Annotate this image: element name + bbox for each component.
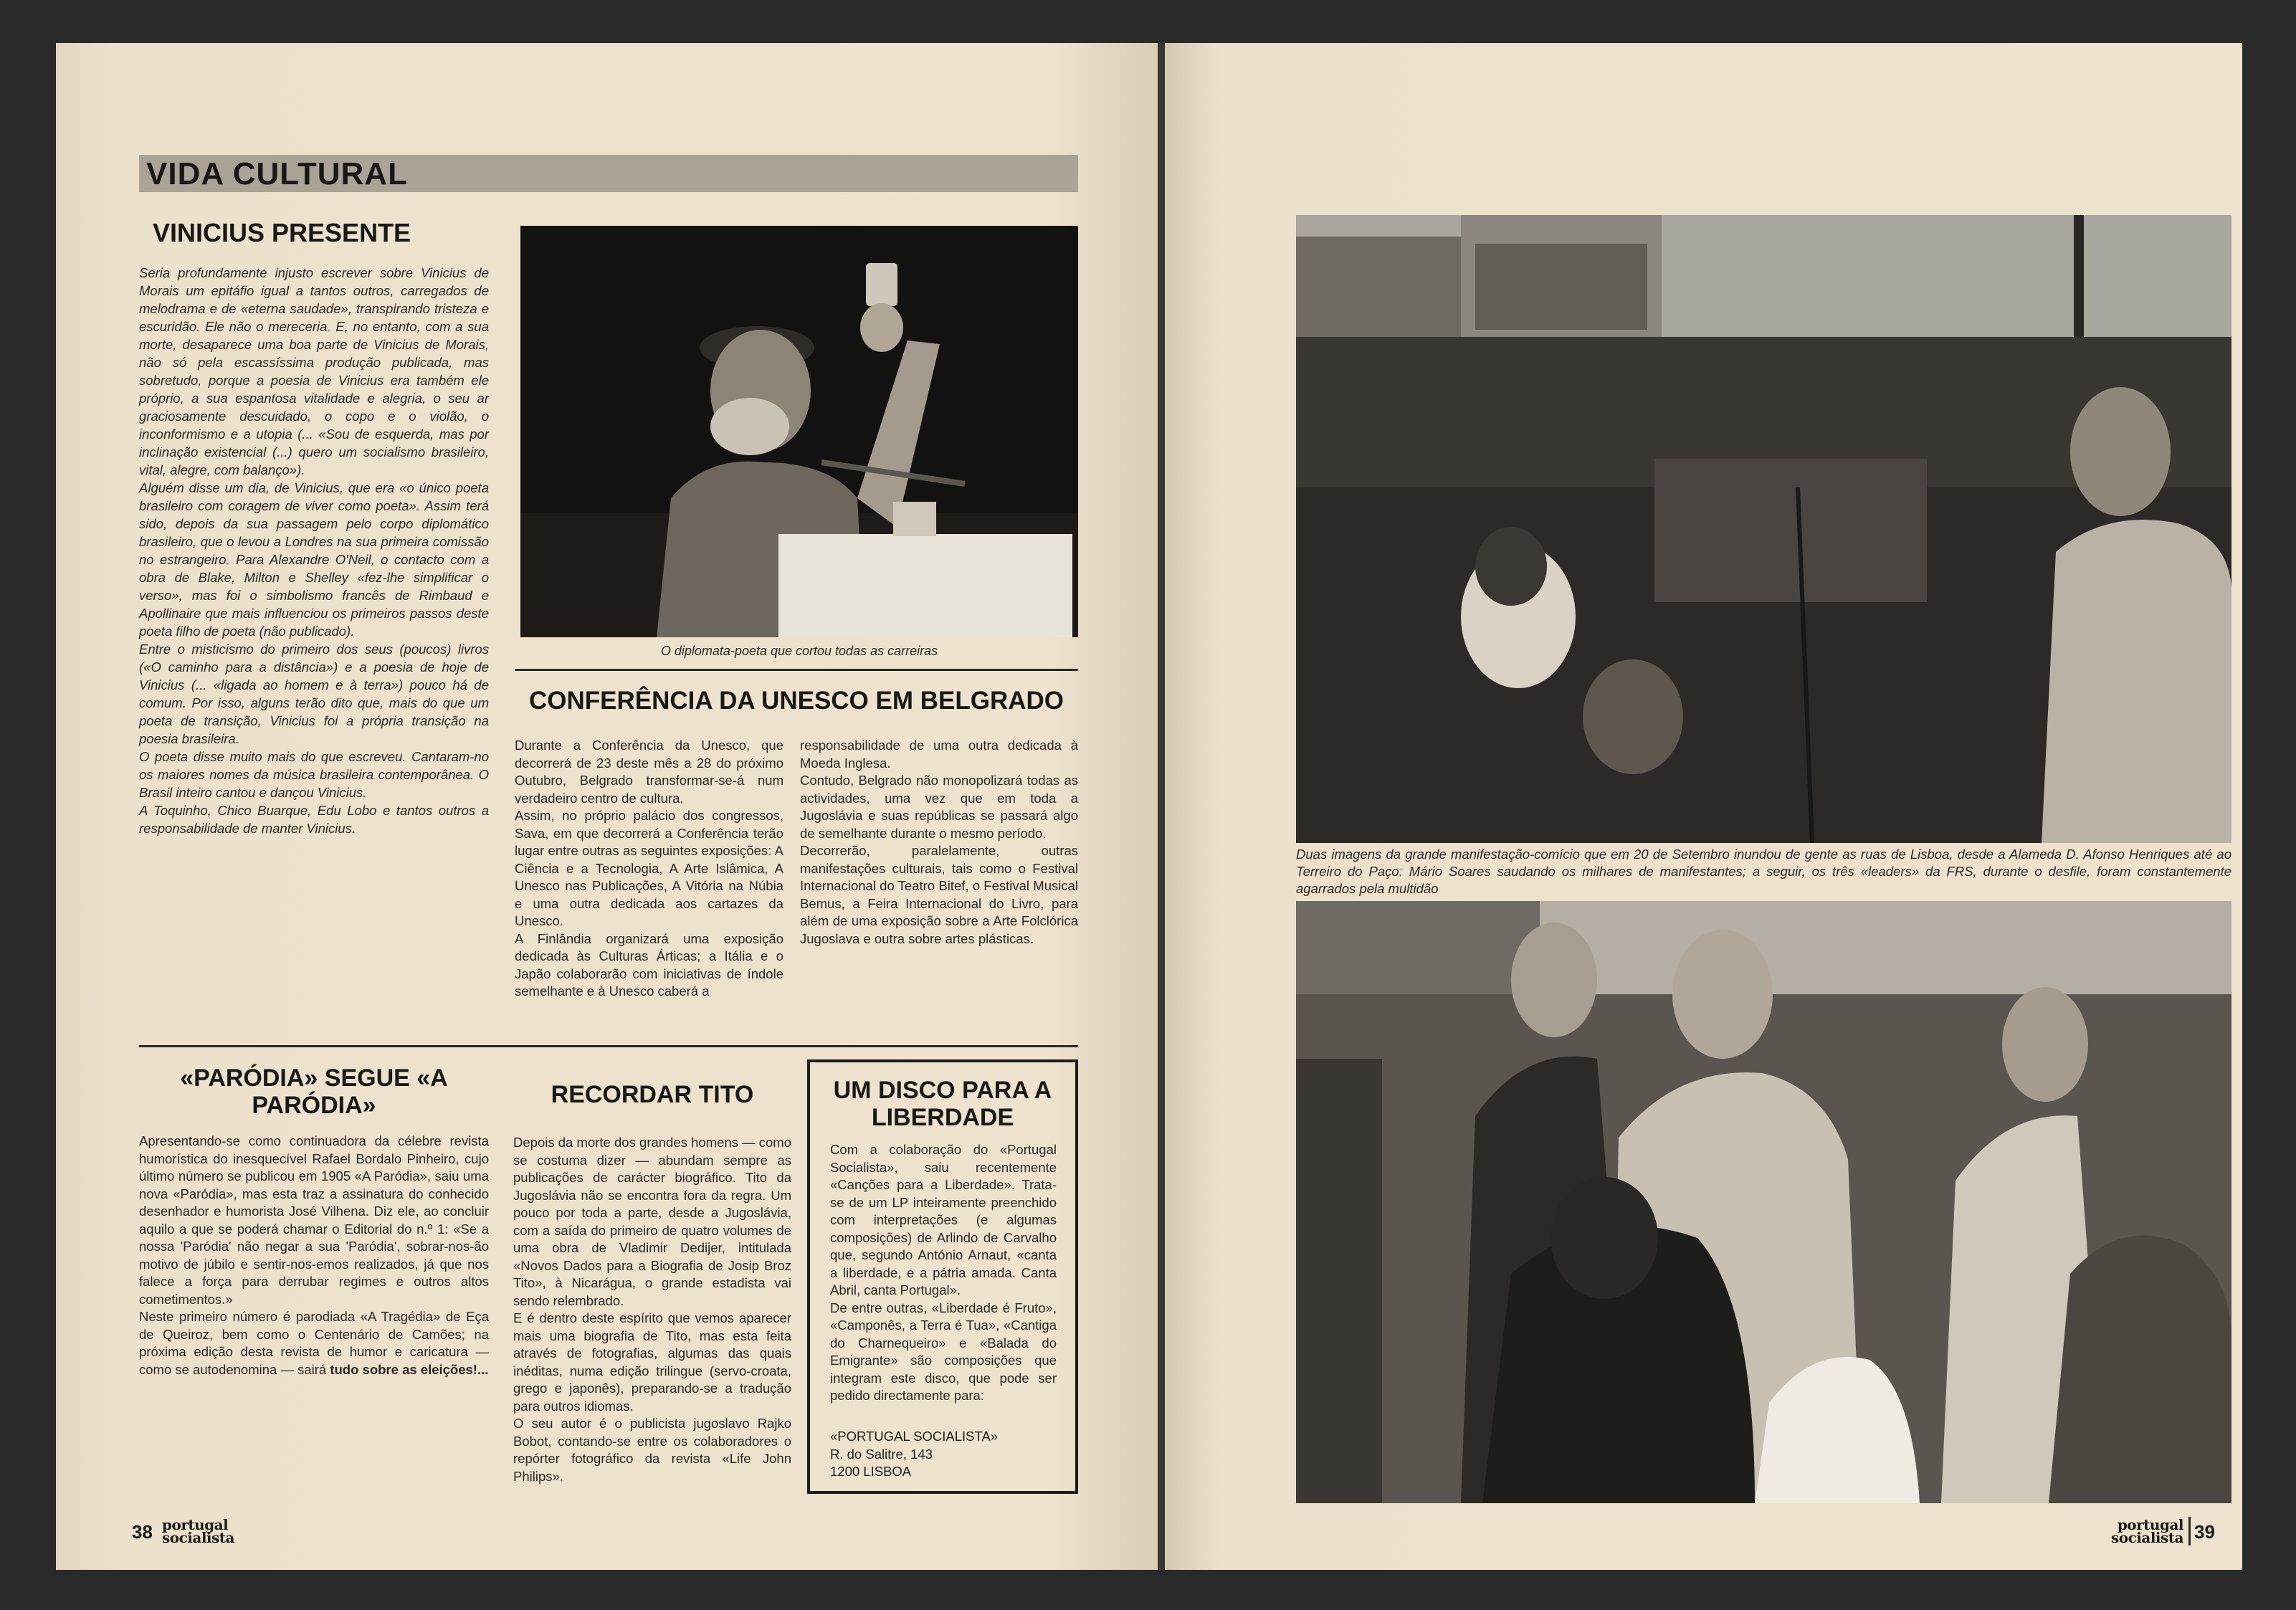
unesco-body-col2: responsabilidade de uma outra dedicada à Moeda Inglesa. Contudo, Belgrado não monopolizará todas as actividades, uma vez que em toda a Jugoslávia e suas repúblicas se passará algo de semelhante durante o mesmo período. Decorrerão, paralelamente, outras manifestações culturais, tais como o Festival Internacional do Teatro Bitef, o Festival Musical Bemus, a Feira Internacional do Livro, para além de uma exposição sobre a Arte Folclórica Jugoslava e outra sobre artes plásticas. xyxy=(800,738,1078,946)
section-title: VIDA CULTURAL xyxy=(146,156,408,191)
page-number-left: 38 xyxy=(132,1521,153,1543)
rally-photo xyxy=(1296,215,2231,843)
unesco-title: CONFERÊNCIA DA UNESCO EM BELGRADO xyxy=(528,687,1064,715)
frs-leaders-march-image xyxy=(1296,901,2231,1503)
parodia-body: Apresentando-se como continuadora da célebre revista humorística do inesquecível Rafael Bordalo Pinheiro, cujo último número se publicou em 1905 «A Paródia», saiu uma nova «Paródia», mas esta traz a assinatura do conhecido desenhador e humorista José Vilhena. Diz ele, ao concluir aquilo a que se poderá chamar o Editorial do n.º 1: «Se a nossa 'Paródia' não negar a sua 'Paródia', sobrar-nos-ão motivo de júbilo e sentir-nos-emos realizados, já que nos falece a força para derrubar regimes e outros altos cometimentos.» Neste primeiro número é parodiada «A Tragédia» de Eça de Queiroz, bem como o Centenário de Camões; na próxima edição desta revista de humor e caricatura — como se autodenomina — sairá xyxy=(139,1133,489,1377)
tito-title: RECORDAR TITO xyxy=(551,1081,754,1108)
parodia-bold-ending: tudo sobre as eleições!... xyxy=(330,1361,489,1377)
spread-gutter xyxy=(1158,43,1165,1570)
page-number-right: 39 xyxy=(2194,1521,2215,1543)
address-line: R. do Salitre, 143 xyxy=(830,1446,933,1462)
crowd-rally-image xyxy=(1296,215,2231,843)
unesco-top-rule xyxy=(515,669,1078,671)
lower-section-rule xyxy=(139,1045,1078,1047)
vinicius-body: Seria profundamente injusto escrever sobre Vinicius de Morais um epitáfio igual a tantos outros, carregados de melodrama e de «eterna saudade», transpirando tristeza e escuridão. Ele não o mereceria. E, no entanto, com a sua morte, desaparece uma boa parte de Vinicius de Morais, não só pela escassíssima produção publicada, mas sobretudo, porque a poesia de Vinicius era também ele próprio, a sua espantosa vitalidade e alegria, o seu ar graciosamente descuidado, o copo e o violão, o inconformismo e a utopia (... «Sou de esquerda, mas por inclinação existencial (...) quero um socialismo brasileiro, vital, alegre, com balanço»). Alguém disse um dia, de Vinicius, que era «o único poeta brasileiro com coragem de viver como poeta». Assim terá sido, depois da sua passagem pelo corpo diplomático brasileiro, que o levou a Londres na sua primeira comissão no estrangeiro. Para Alexandre O'Neil, o contacto com a obra de Blake, Milton e Shelley «fez-lhe simplificar o verso», mas foi o simbolismo francês de Rimbaud e Apollinaire que mais influenciou os primeiros passos deste poeta filho de poeta (não publicado). Entre o misticismo do primeiro dos seus (poucos) livros («O caminho para a distância») e a poesia de hoje de Vinicius (... «ligada ao homem e à terra») pouco há de comum. Por isso, alguns terão dito que, mais do que um poeta de transição, Vinicius foi a própria transição na poesia brasileira. O poeta disse muito mais do que escreveu. Cantaram-no os maiores nomes da música brasileira contemporânea. O Brasil inteiro cantou e dançou Vinicius. A Toquinho, Chico Buarque, Edu Lobo e tantos outros a responsabilidade de manter Vinicius. xyxy=(139,265,489,836)
right-page-caption: Duas imagens da grande manifestação-comício que em 20 de Setembro inundou de gente as ruas de Lisboa, desde a Alameda D. Afonso Henriques até ao Terreiro do Paço: Mário Soares saudando os milhares de manifestantes; a seguir, os três «leaders» da FRS, durante o desfile, foram constantemente agarrados pela multidão xyxy=(1296,847,2231,896)
disco-box xyxy=(807,1059,1078,1494)
tito-body: Depois da morte dos grandes homens — como se costuma dizer — abundam sempre as publicações de carácter biográfico. Tito da Jugoslávia não se encontra fora da regra. Um pouco por toda a parte, desde a Jugoslávia, com a saída do primeiro de quatro volumes de uma obra de Vladimir Dedijer, intitulada «Novos Dados para a Biografia de Josip Broz Tito», à Nicarágua, o grande estadista vai sendo relembrado. E é dentro deste espírito que vemos aparecer mais uma biografia de Tito, mas esta feita através de fotografias, algumas das quais inéditas, numa edição trilingue (servo-croata, grego e japonês), preparando-se a tradução para outros idiomas. O seu autor é o publicista jugoslavo Rajko Bobot, contando-se entre os colaboradores o repórter fotográfico da revista «Life John Philips». xyxy=(513,1135,791,1484)
vinicius-title: VINICIUS PRESENTE xyxy=(153,218,411,247)
poet-with-glass-image xyxy=(520,226,1078,637)
left-page xyxy=(56,43,1158,1570)
disco-title: UM DISCO PARA A LIBERDADE xyxy=(833,1077,1052,1132)
magazine-spread xyxy=(56,43,2242,1570)
right-page xyxy=(1165,43,2242,1570)
disco-address xyxy=(830,1428,1057,1481)
address-line: «PORTUGAL SOCIALISTA» xyxy=(830,1429,999,1444)
vinicius-photo-caption: O diplomata-poeta que cortou todas as carreiras xyxy=(660,644,938,658)
vinicius-photo xyxy=(520,226,1078,637)
folio-divider xyxy=(2188,1517,2191,1545)
address-line: 1200 LISBOA xyxy=(830,1464,912,1479)
disco-body: Com a colaboração do «Portugal Socialista», saiu recentemente «Canções para a Liberdade». Trata-se de um LP inteiramente preenchido com interpretações (e algumas composições) de Arlindo de Carvalho que, segundo António Arnaut, «canta a liberdade, e a pátria amada. Canta Abril, canta Portugal». De entre outras, «Liberdade é Fruto», «Camponês, a Terra é Tua», «Cantiga do Charnequeiro» e «Balada do Emigrante» são composições que integram este disco, que pode ser pedido directamente para: xyxy=(830,1142,1057,1403)
unesco-body-col1: Durante a Conferência da Unesco, que decorrerá de 23 deste mês a 28 do próximo Outubro, Belgrado transformar-se-á num verdadeiro centro de cultura. Assim, no próprio palácio dos congressos, Sava, em que decorrerá a Conferência terão lugar entre outras as seguintes exposições: A Ciência e a Tecnologia, A Arte Islâmica, A Unesco nas Publicações, A Vitória na Núbia e uma outra dedicada aos cartazes da Unesco. A Finlândia organizará uma exposição dedicada às Culturas Árticas; a Itália e o Japão colaborarão com iniciativas de índole semelhante e à Unesco caberá a xyxy=(515,738,783,999)
parodia-title: «PARÓDIA» SEGUE «A PARÓDIA» xyxy=(180,1064,448,1120)
portugal-socialista-logo: portugal socialista xyxy=(162,1516,234,1546)
leaders-photo xyxy=(1296,901,2231,1503)
portugal-socialista-logo: portugal socialista xyxy=(2111,1516,2183,1546)
parodia-body-block xyxy=(139,1133,489,1505)
